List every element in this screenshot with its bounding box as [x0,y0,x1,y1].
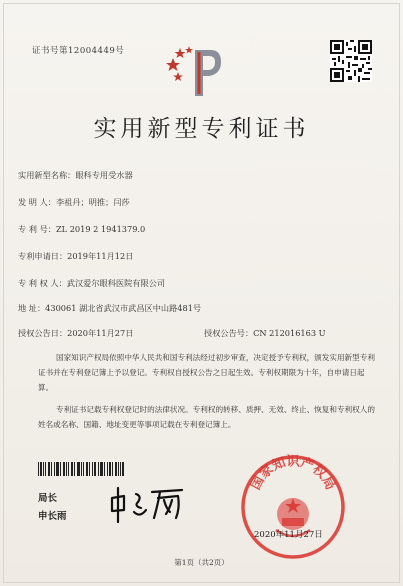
seal-text: 国家知识产权局 [248,454,338,493]
grant-date-value: 2020年11月27日 [67,328,134,338]
patentee-row [18,278,165,289]
filing-date-value: 2019年11月12日 [67,251,134,261]
patentee-label: 专 利 权 人： [18,278,67,288]
grant-date-label: 授权公告日： [18,328,68,338]
address-row [18,303,201,314]
inventor-row [18,197,130,208]
patent-number-label: 专 利 号： [18,224,56,234]
utility-model-name-value: 眼科专用受水器 [75,170,133,180]
patentee-value: 武汉爱尔眼科医院有限公司 [66,278,166,288]
cnipa-emblem-icon [165,42,223,100]
svg-text:国家知识产权局 [247,454,337,493]
grant-date-row [18,328,133,339]
legal-status-paragraph: 专利证书记载专利权登记时的法律状况。专利权的转移、质押、无效、终止、恢复和专利权人的姓名或名称、国籍、地址变更等事项记载在专利登记簿上。 [38,405,375,429]
seal-date: 2020年11月27日 [254,530,323,540]
certificate-number: 证书号第12004449号 [32,46,125,56]
page-title: 实用新型专利证书 [93,116,310,142]
filing-date-label: 专利申请日： [18,251,68,261]
address-label: 地 址： [18,303,46,313]
address-value: 430061 湖北省武汉市武昌区中山路481号 [45,303,202,313]
qr-code-icon [330,40,372,82]
page-footer: 第1页（共2页） [174,558,229,567]
official-seal-icon [238,452,348,562]
patent-number-row [18,224,145,235]
utility-model-name-label: 实用新型名称： [18,170,76,180]
utility-model-name-row [18,170,133,181]
grant-number-row [204,328,326,339]
director-title: 局长 [38,493,58,504]
director-signature [108,484,186,524]
director-name: 申长雨 [38,511,67,522]
grant-statement-paragraph: 国家知识产权局依照中华人民共和国专利法经过初步审查，决定授予专利权，颁发实用新型专利证书并在专利登记簿上予以登记。专利权自授权公告之日起生效。专利权期限为十年，自申请日起算。 [38,353,375,392]
inventor-value: 李祖丹；明推；闫莎 [55,197,130,207]
grant-number-label: 授权公告号： [204,328,254,338]
filing-date-row [18,251,133,262]
patent-number-value: ZL 2019 2 1941379.0 [55,224,146,234]
grant-number-value: CN 212016163 U [253,328,326,338]
inventor-label: 发 明 人： [18,197,56,207]
barcode-icon [38,462,124,476]
